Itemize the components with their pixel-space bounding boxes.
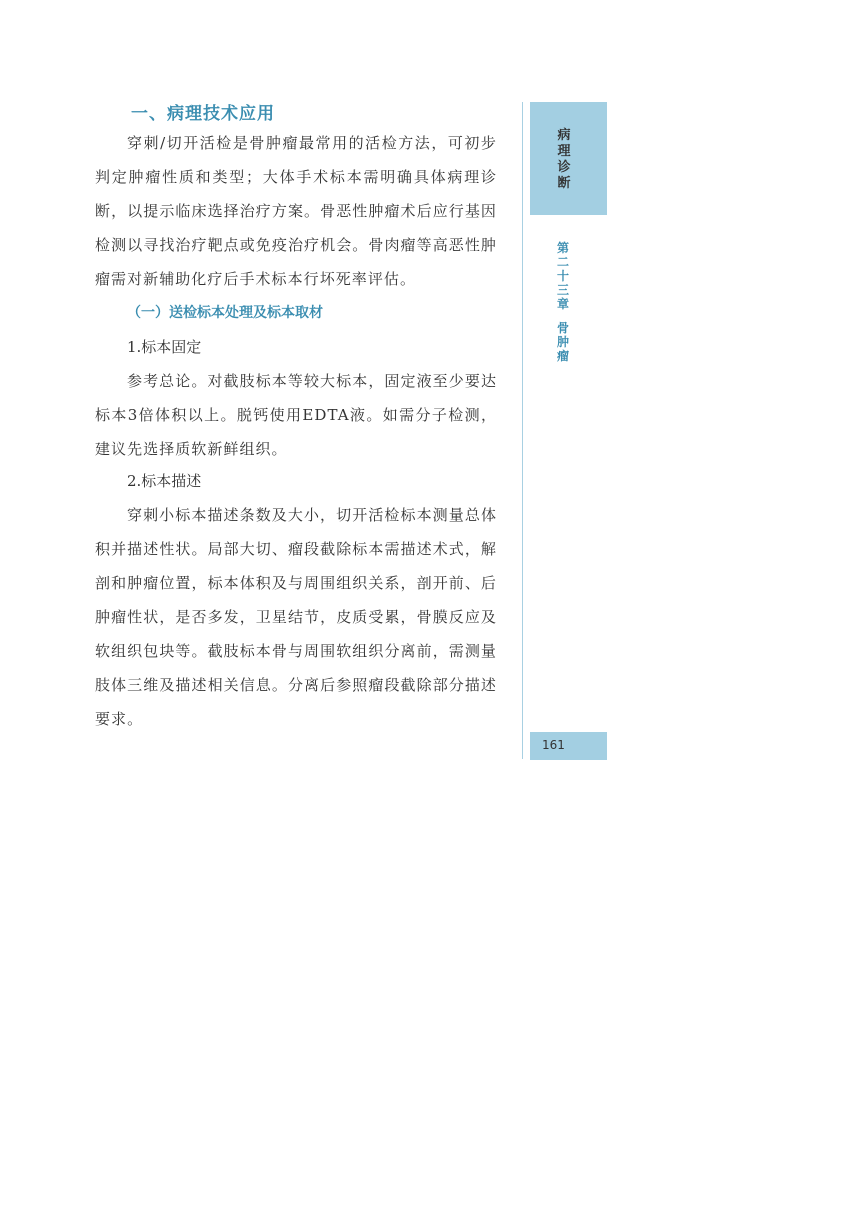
item-heading-fixation: 1.标本固定: [127, 338, 202, 356]
chapter-title: 骨肿瘤: [556, 321, 569, 363]
page-number: 161: [542, 738, 565, 752]
chapter-number: 第二十三章: [556, 241, 569, 311]
item-heading-description: 2.标本描述: [127, 472, 202, 490]
fixation-paragraph: 参考总论。对截肢标本等较大标本，固定液至少要达标本3倍体积以上。脱钙使用EDTA液。如需分子检测，建议先选择质软新鲜组织。: [95, 372, 497, 458]
description-paragraph: 穿刺小标本描述条数及大小，切开活检标本测量总体积并描述性状。局部大切、瘤段截除标本需描述术式，解剖和肿瘤位置，标本体积及与周围组织关系，剖开前、后肿瘤性状，是否多发，卫星结节，皮质受累，骨膜反应及软组织包块等。截肢标本骨与周围软组织分离前，需测量肢体三维及描述相关信息。分离后参照瘤段截除部分描述要求。: [95, 506, 497, 728]
vertical-divider: [522, 102, 523, 759]
chapter-gap: [555, 311, 571, 321]
section-title: 一、病理技术应用: [131, 104, 275, 124]
side-tab-label: 病理诊断: [557, 128, 571, 191]
subsection-title: （一）送检标本处理及标本取材: [127, 305, 323, 321]
intro-paragraph: 穿刺/切开活检是骨肿瘤最常用的活检方法，可初步判定肿瘤性质和类型；大体手术标本需明确具体病理诊断，以提示临床选择治疗方案。骨恶性肿瘤术后应行基因检测以寻找治疗靶点或免疫治疗机会。骨肉瘤等高恶性肿瘤需对新辅助化疗后手术标本行坏死率评估。: [95, 134, 497, 288]
chapter-label: [555, 241, 571, 363]
